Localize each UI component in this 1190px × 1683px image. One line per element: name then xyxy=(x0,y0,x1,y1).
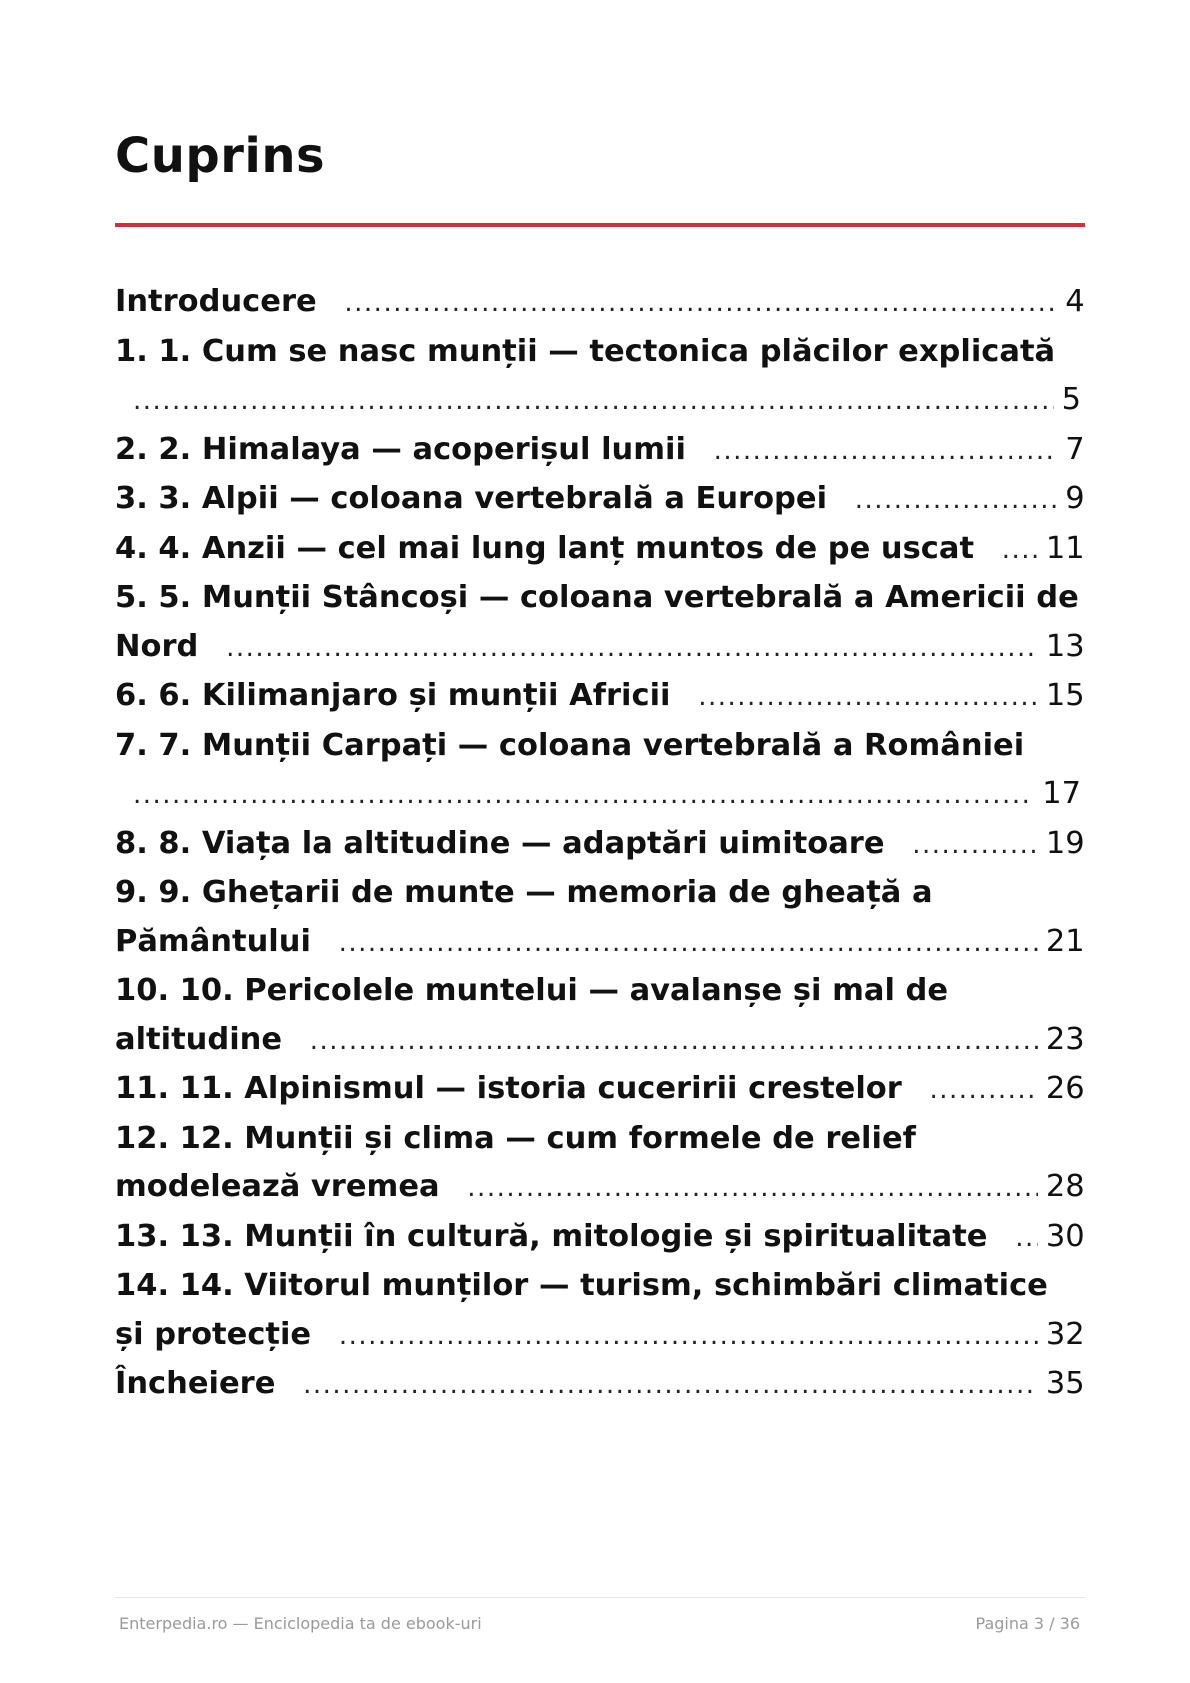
toc-entry-title: 11. 11. Alpinismul — istoria cuceririi crestelor xyxy=(115,1071,902,1106)
toc-entry-page: 9 xyxy=(1065,481,1085,516)
dot-leader xyxy=(1015,1214,1038,1263)
toc-entry-title: 4. 4. Anzii — cel mai lung lanț muntos de pe uscat xyxy=(115,530,975,566)
toc-entry-leader xyxy=(115,770,1081,820)
toc-entry-page: 15 xyxy=(1045,678,1085,713)
toc-entry[interactable] xyxy=(115,574,1085,672)
dot-leader xyxy=(698,673,1038,722)
toc-entry-page: 5 xyxy=(1061,382,1081,417)
toc-entry-page: 26 xyxy=(1045,1071,1085,1106)
toc-entry-title: 8. 8. Viața la altitudine — adaptări uimitoare xyxy=(115,825,885,861)
dot-leader xyxy=(303,1361,1038,1410)
toc-entry-page: 23 xyxy=(1045,1021,1085,1057)
dot-leader xyxy=(467,1164,1038,1213)
toc-entry-page: 30 xyxy=(1045,1218,1085,1254)
toc-entry[interactable] xyxy=(115,1262,1085,1360)
toc-entry[interactable] xyxy=(115,475,1085,525)
toc-entry-title: 14. 14. Viitorul munților — turism, schimbări climatice și protecție xyxy=(115,1268,1048,1352)
toc-entry-leader xyxy=(208,623,1085,673)
toc-entry[interactable] xyxy=(115,525,1085,575)
dot-leader xyxy=(855,476,1058,525)
page-title: Cuprins xyxy=(115,128,326,184)
toc-entry[interactable] xyxy=(115,820,1085,870)
toc-entry[interactable] xyxy=(115,426,1085,476)
footer-divider xyxy=(115,1597,1085,1598)
toc-entry[interactable] xyxy=(115,1115,1085,1213)
toc-entry-title: 9. 9. Ghețarii de munte — memoria de gheață a Pământului xyxy=(115,875,933,959)
toc-entry-title: 10. 10. Pericolele muntelui — avalanșe și mal de altitudine xyxy=(115,973,949,1057)
toc-entry-leader xyxy=(997,1213,1085,1263)
toc-entry-leader xyxy=(837,475,1085,525)
dot-leader xyxy=(133,771,1034,820)
toc-entry-title: 7. 7. Munții Carpați — coloana vertebrală a României xyxy=(115,727,1025,763)
dot-leader xyxy=(133,377,1054,426)
dot-leader xyxy=(714,427,1058,476)
toc-entry-title: Introducere xyxy=(115,284,317,319)
toc-entry-title: Încheiere xyxy=(115,1366,276,1401)
toc-entry-leader xyxy=(115,376,1081,426)
toc-entry[interactable] xyxy=(115,672,1085,722)
toc-entry-leader xyxy=(696,426,1085,476)
toc-entry-leader xyxy=(292,1016,1085,1066)
toc-entry-leader xyxy=(321,918,1085,968)
toc-entry[interactable] xyxy=(115,278,1085,328)
toc-entry-page: 21 xyxy=(1045,923,1085,959)
toc-entry[interactable] xyxy=(115,1360,1085,1410)
dot-leader xyxy=(344,279,1057,328)
toc-entry-title: 5. 5. Munții Stâncoși — coloana vertebrală a Americii de Nord xyxy=(115,580,1079,664)
toc-entry-page: 4 xyxy=(1065,284,1085,319)
toc-entry-page: 7 xyxy=(1065,431,1085,467)
toc-entry-title: 13. 13. Munții în cultură, mitologie și spiritualitate xyxy=(115,1218,988,1254)
toc-entry-page: 28 xyxy=(1045,1169,1085,1204)
toc-entry-page: 35 xyxy=(1045,1366,1085,1401)
toc-entry-leader xyxy=(285,1360,1085,1410)
toc-entry-title: 2. 2. Himalaya — acoperișul lumii xyxy=(115,431,686,467)
title-divider xyxy=(115,223,1085,227)
footer-page-number: Pagina 3 / 36 xyxy=(975,1614,1080,1633)
dot-leader xyxy=(339,1312,1038,1361)
toc-entry-leader xyxy=(321,1311,1085,1361)
dot-leader xyxy=(930,1066,1038,1115)
toc-entry[interactable] xyxy=(115,869,1085,967)
dot-leader xyxy=(310,1017,1038,1066)
toc-entry[interactable] xyxy=(115,1065,1085,1115)
toc-entry-page: 13 xyxy=(1045,628,1085,664)
toc-entry-leader xyxy=(449,1163,1084,1213)
toc-entry-title: 3. 3. Alpii — coloana vertebrală a Europei xyxy=(115,481,828,516)
table-of-contents xyxy=(115,278,1085,1410)
toc-entry-leader xyxy=(326,278,1084,328)
toc-entry[interactable] xyxy=(115,722,1085,820)
toc-entry-title: 1. 1. Cum se nasc munții — tectonica plăcilor explicată xyxy=(115,333,1056,369)
toc-entry-page: 32 xyxy=(1045,1316,1085,1352)
dot-leader xyxy=(1002,526,1038,575)
toc-entry[interactable] xyxy=(115,967,1085,1065)
toc-entry-page: 19 xyxy=(1045,825,1085,861)
toc-entry-leader xyxy=(984,525,1085,575)
footer-site-name: Enterpedia.ro — Enciclopedia ta de ebook-uri xyxy=(119,1614,482,1633)
toc-entry-page: 11 xyxy=(1045,530,1085,566)
toc-entry[interactable] xyxy=(115,1213,1085,1263)
toc-entry[interactable] xyxy=(115,328,1085,426)
toc-entry-page: 17 xyxy=(1042,776,1081,811)
dot-leader xyxy=(912,821,1038,870)
dot-leader xyxy=(226,624,1038,673)
toc-entry-leader xyxy=(894,820,1084,870)
toc-entry-title: 6. 6. Kilimanjaro și munții Africii xyxy=(115,678,671,713)
toc-entry-leader xyxy=(912,1065,1085,1115)
toc-entry-title: 12. 12. Munții și clima — cum formele de relief modelează vremea xyxy=(115,1120,916,1204)
toc-entry-leader xyxy=(680,672,1085,722)
dot-leader xyxy=(339,919,1038,968)
